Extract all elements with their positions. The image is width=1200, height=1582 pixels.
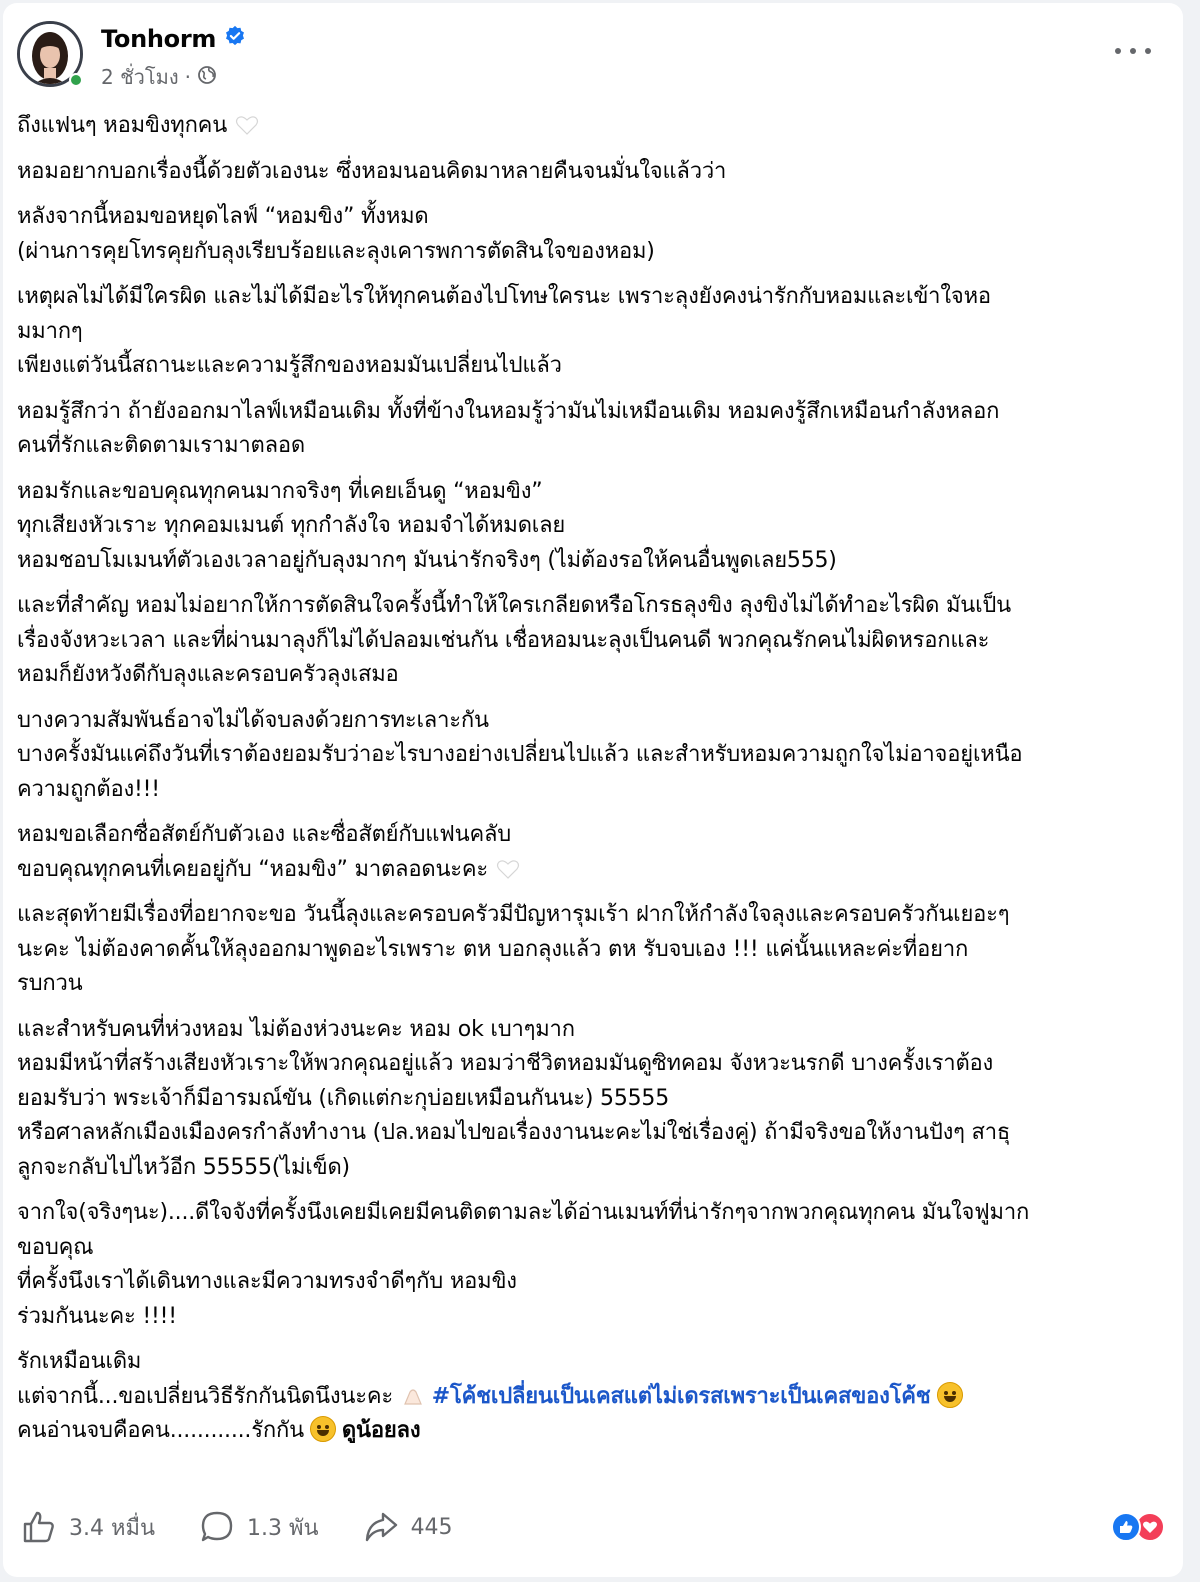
post-paragraph: หอมรักและขอบคุณทุกคนมากจริงๆ ที่เคยเอ็นดู “หอมขิง” ทุกเสียงหัวเราะ ทุกคอมเมนต์ ทุกกำลังใจ หอมจำได้หมดเลย หอมชอบโมเมนท์ตัวเองเวลาอยู่กับลุงมากๆ มันน่ารักจริงๆ (ไม่ต้องรอให้คนอื่นพูดเลย555): [17, 478, 837, 573]
verified-badge-icon: [224, 25, 246, 53]
online-status-icon: [69, 73, 83, 87]
post-paragraph: และสำหรับคนที่ห่วงหอม ไม่ต้องห่วงนะคะ หอม ok เบาๆมาก หอมมีหน้าที่สร้างเสียงหัวเราะให้พวกคุณอยู่แล้ว หอมว่าชีวิตหอมมันดูซิทคอม จังหวะนรกดี บางครั้งเราต้อง ยอมรับว่า พระเจ้าก็มีอารมณ์ขัน (เกิดแต่กะกุบ่อยเหมือนกันนะ) 55555 หรือศาลหลักเมืองเมืองครกำลังทำงาน (ปล.หอมไปขอเรื่องงานนะคะไม่ใช่เรื่องคู่) ถ้ามีจริงขอให้งานปังๆ สาธุ ลูกจะกลับไปไหว้อีก 55555(ไม่เข็ด): [17, 1016, 1011, 1180]
share-icon: [363, 1509, 399, 1545]
author-name-row: [101, 25, 246, 53]
post-paragraph: ถึงแฟนๆ หอมขิงทุกคน: [17, 109, 1177, 144]
like-button[interactable]: [21, 1509, 155, 1545]
comment-count: 1.3 พัน: [247, 1515, 319, 1541]
post-paragraph: รักเหมือนเดิม แต่จากนี้...ขอเปลี่ยนวิธีรักกันนิดนึงนะคะ #โค้ชเปลี่ยนเป็นเคสแต่ไม่เดรสเพราะเป็นเคสของโค้ช คนอ่านจบคือคน............รักกัน ดูน้อยลง: [17, 1345, 1177, 1449]
post-meta: [101, 61, 217, 93]
meta-separator: ·: [184, 65, 191, 89]
thumbs-up-icon: [21, 1509, 57, 1545]
white-heart-icon: [235, 115, 259, 135]
post-paragraph: จากใจ(จริงๆนะ)....ดีใจจังที่ครั้งนึงเคยมีเคยมีคนติดตามละได้อ่านเมนท์ที่น่ารักๆจากพวกคุณทุกคน มันใจฟูมาก ขอบคุณ ที่ครั้งนึงเราได้เดินทางและมีความทรงจำดีๆกับ หอมขิง ร่วมกันนะคะ !!!!: [17, 1200, 1030, 1329]
see-less-link[interactable]: ดูน้อยลง: [341, 1418, 421, 1443]
share-count: 445: [410, 1514, 453, 1540]
post-paragraph: และสุดท้ายมีเรื่องที่อยากจะขอ วันนี้ลุงและครอบครัวมีปัญหารุมเร้า ฝากให้กำลังใจลุงและครอบครัวกันเยอะๆ นะคะ ไม่ต้องคาดคั้นให้ลุงออกมาพูดอะไรเพราะ ตห บอกลุงแล้ว ตห รับจบเอง !!! แค่นั้นแหละค่ะที่อยาก รบกวน: [17, 902, 1010, 996]
post-card: [3, 3, 1183, 1577]
post-timestamp[interactable]: 2 ชั่วโมง: [101, 65, 179, 89]
share-button[interactable]: [363, 1509, 453, 1545]
folded-hands-icon: [401, 1386, 425, 1406]
post-paragraph: หลังจากนี้หอมขอหยุดไลฟ์ “หอมขิง” ทั้งหมด (ผ่านการคุยโทรคุยกับลุงเรียบร้อยและลุงเคารพการตัดสินใจของหอม): [17, 204, 655, 264]
post-paragraph: หอมอยากบอกเรื่องนี้ด้วยตัวเองนะ ซึ่งหอมนอนคิดมาหลายคืนจนมั่นใจแล้วว่า: [17, 158, 727, 184]
post-paragraph: หอมรู้สึกว่า ถ้ายังออกมาไลฟ์เหมือนเดิม ทั้งที่ข้างในหอมรู้ว่ามันไม่เหมือนเดิม หอมคงรู้สึกเหมือนกำลังหลอก คนที่รักและติดตามเรามาตลอด: [17, 398, 1000, 458]
post-actions: [21, 1503, 1165, 1551]
globe-icon: [197, 65, 217, 90]
author-name[interactable]: Tonhorm: [101, 25, 217, 53]
white-heart-icon: [496, 859, 520, 879]
post-body: [17, 109, 1177, 1460]
like-count: 3.4 หมื่น: [69, 1515, 156, 1541]
comment-button[interactable]: [199, 1509, 319, 1545]
post-paragraph: บางความสัมพันธ์อาจไม่ได้จบลงด้วยการทะเลาะกัน บางครั้งมันแค่ถึงวันที่เราต้องยอมรับว่าอะไรบางอย่างเปลี่ยนไปแล้ว และสำหรับหอมความถูกใจไม่อาจอยู่เหนือ ความถูกต้อง!!!: [17, 707, 1023, 802]
laughing-emoji-icon: [937, 1382, 963, 1408]
more-options-icon[interactable]: [1115, 41, 1151, 61]
post-header: [17, 21, 1169, 95]
comment-icon: [199, 1509, 235, 1545]
like-reaction-icon: [1111, 1512, 1141, 1542]
post-paragraph: และที่สำคัญ หอมไม่อยากให้การตัดสินใจครั้งนี้ทำให้ใครเกลียดหรือโกรธลุงขิง ลุงขิงไม่ได้ทำอะไรผิด มันเป็น เรื่องจังหวะเวลา และที่ผ่านมาลุงก็ไม่ได้ปลอมเช่นกัน เชื่อหอมนะลุงเป็นคนดี พวกคุณรักคนไม่ผิดหรอกและ หอมก็ยังหวังดีกับลุงและครอบครัวลุงเสมอ: [17, 593, 1012, 687]
post-paragraph: หอมขอเลือกซื่อสัตย์กับตัวเอง และซื่อสัตย์กับแฟนคลับ ขอบคุณทุกคนที่เคยอยู่กับ “หอมขิง” มาตลอดนะคะ: [17, 818, 1177, 887]
post-paragraph: เหตุผลไม่ได้มีใครผิด และไม่ได้มีอะไรให้ทุกคนต้องไปโทษใครนะ เพราะลุงยังคงน่ารักกับหอมและเข้าใจหอ มมากๆ เพียงแต่วันนี้สถานะและความรู้สึกของหอมมันเปลี่ยนไปแล้ว: [17, 284, 991, 378]
reaction-summary[interactable]: [1111, 1512, 1165, 1542]
smiling-emoji-icon: [310, 1416, 336, 1442]
hashtag-link[interactable]: #โค้ชเปลี่ยนเป็นเคสแต่ไม่เดรสเพราะเป็นเคสของโค้ช: [431, 1383, 931, 1409]
